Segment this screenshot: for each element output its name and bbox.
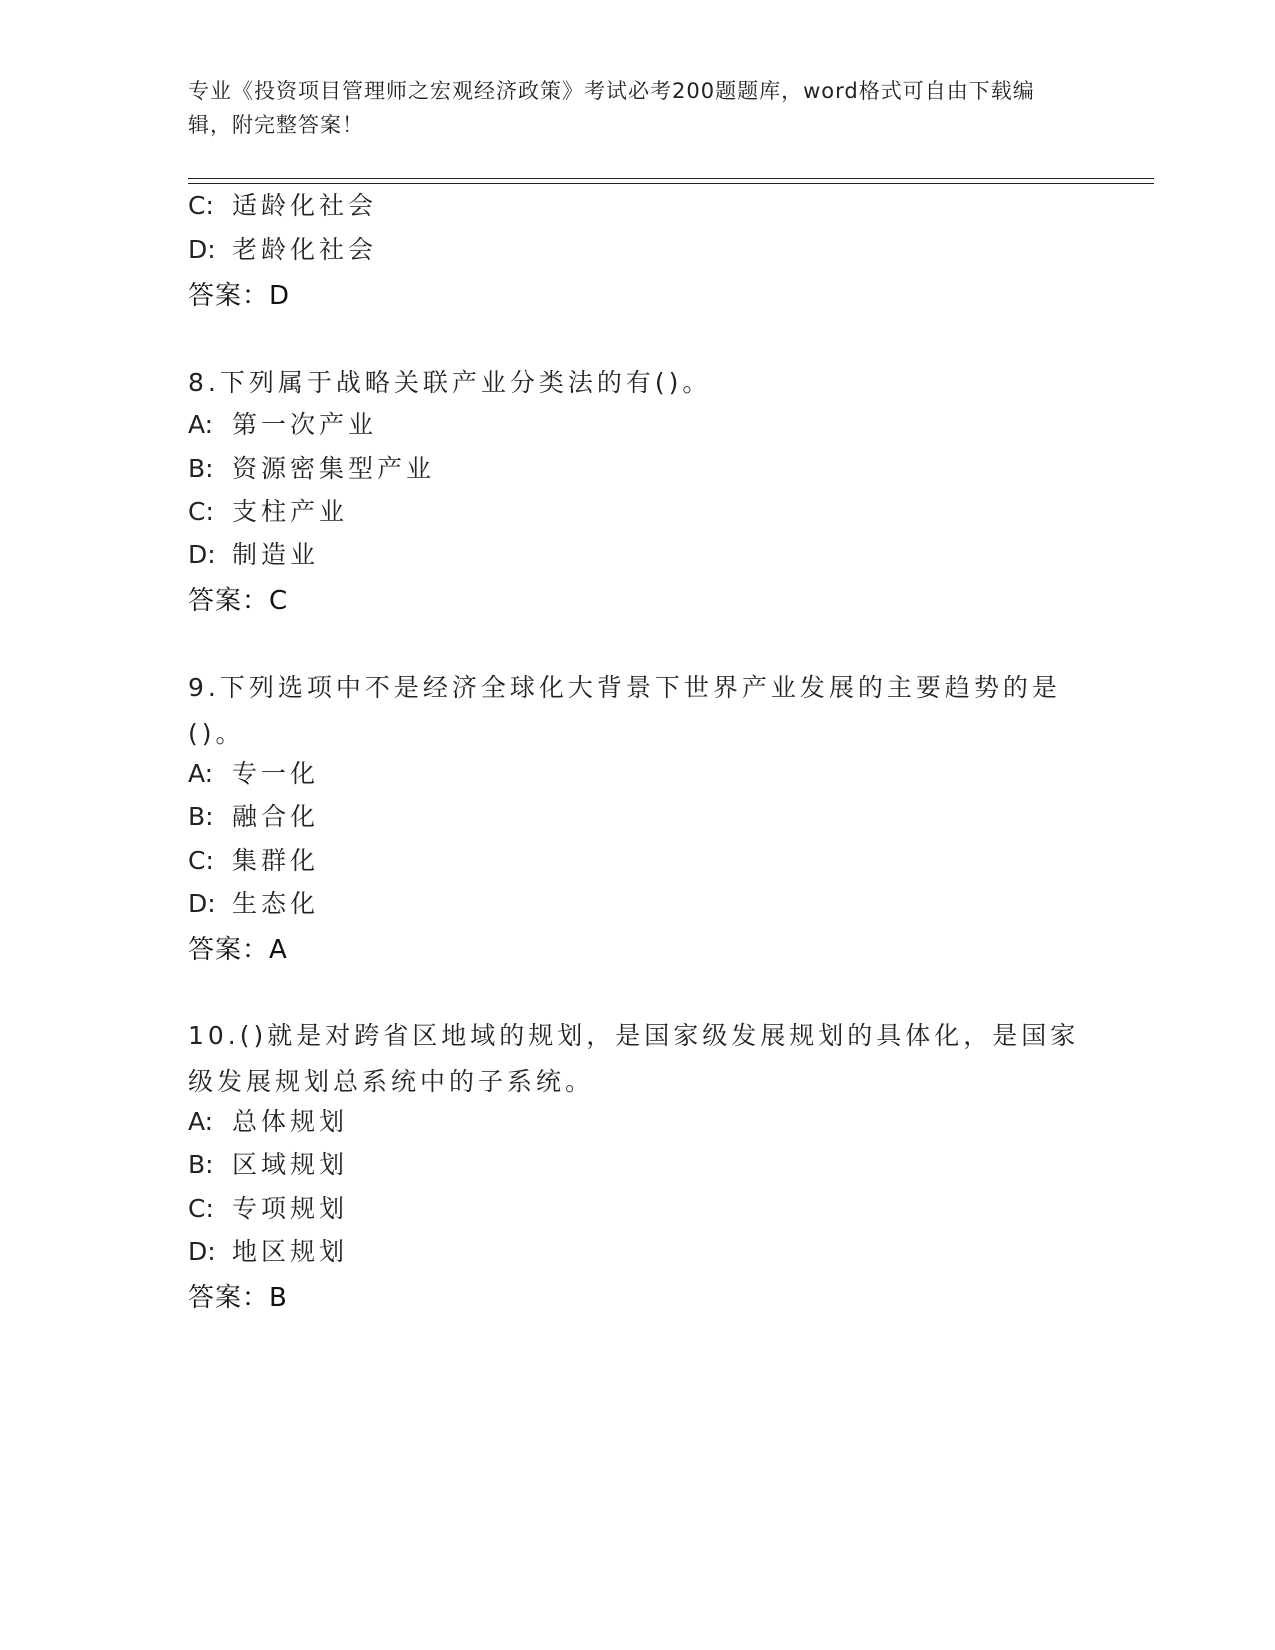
option-d [188,1232,348,1268]
option-text: 专项规划 [232,1194,349,1223]
option-text: 专一化 [232,759,320,788]
answer: 答案：C [188,586,289,616]
option-label: C: [188,191,214,220]
option-label: B: [188,454,214,483]
option-c [188,1189,348,1225]
document-header: 专业《投资项目管理师之宏观经济政策》考试必考200题题库，word格式可自由下载编辑，附完整答案！ [188,79,1035,137]
question-10-text: 10.()就是对跨省区地域的规划，是国家级发展规划的具体化，是国家级发展规划总系统中的子系统。 [188,1021,1080,1096]
option-a [188,754,319,790]
option-text: 支柱产业 [232,497,349,526]
option-label: C: [188,497,214,526]
option-text: 集群化 [232,846,320,875]
answer: 答案：A [188,935,288,965]
option-text: 区域规划 [232,1150,349,1179]
option-d [188,535,319,571]
option-text: 融合化 [232,802,320,831]
option-text: 生态化 [232,889,320,918]
option-label: C: [188,1194,214,1223]
answer: 答案：B [188,1283,288,1313]
option-text: 老龄化社会 [232,235,378,264]
option-label: D: [188,1237,216,1266]
option-a [188,1102,348,1138]
option-label: D: [188,889,216,918]
option-text: 资源密集型产业 [232,454,436,483]
option-label: D: [188,235,216,264]
question-9-text: 9.下列选项中不是经济全球化大背景下世界产业发展的主要趋势的是()。 [188,673,1061,748]
option-b [188,797,319,833]
option-text: 总体规划 [232,1107,349,1136]
option-d [188,884,319,920]
header-rule-bottom [188,183,1154,184]
option-label: C: [188,846,214,875]
option-b [188,1145,348,1181]
option-text: 地区规划 [232,1237,349,1266]
option-label: B: [188,1150,214,1179]
option-label: A: [188,1107,214,1136]
option-text: 适龄化社会 [232,191,378,220]
option-label: A: [188,759,214,788]
option-label: B: [188,802,214,831]
option-c [188,841,319,877]
header-rule-top [188,178,1154,179]
option-label: D: [188,540,216,569]
option-a [188,405,377,441]
question-8-text: 8.下列属于战略关联产业分类法的有()。 [188,368,712,397]
option-label: A: [188,410,214,439]
answer: 答案：D [188,281,291,311]
option-c [188,186,377,222]
option-text: 第一次产业 [232,410,378,439]
option-text: 制造业 [232,540,320,569]
option-d [188,230,377,266]
option-c [188,492,348,528]
option-b [188,449,435,485]
